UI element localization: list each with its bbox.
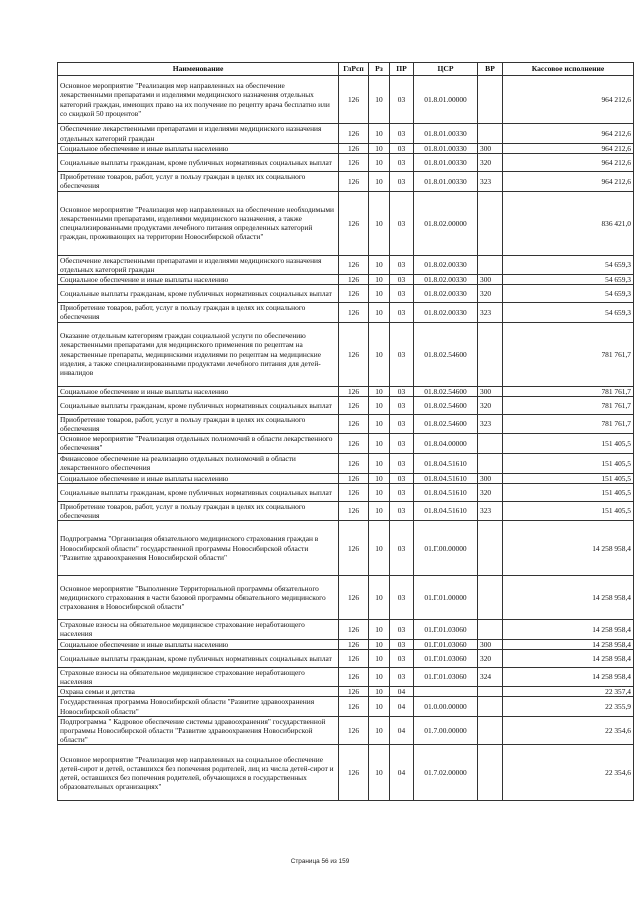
cell-vr: 320: [478, 483, 503, 501]
cell-amount: 54 659,3: [503, 275, 634, 285]
cell-amount: 964 212,6: [503, 172, 634, 191]
cell-rz: 10: [369, 620, 390, 639]
cell-amount: 151 405,5: [503, 483, 634, 501]
cell-pr: 03: [390, 501, 414, 520]
cell-name: Основное мероприятие "Реализация мер направленных на социальное обеспечение детей-сирот и детей, оставшихся без попечения родителей, лиц из числа детей-сирот и детей, оставшихся без попечения родителей, обучающихся в государственных образовательных организациях": [58, 745, 339, 801]
table-row: [58, 303, 634, 322]
cell-csr: 01.8.02.54600: [414, 322, 478, 386]
cell-csr: 01.8.01.00330: [414, 154, 478, 172]
cell-pr: 04: [390, 697, 414, 716]
cell-pr: 03: [390, 473, 414, 483]
cell-name: Оказание отдельным категориям граждан социальной услуги по обеспечению лекарственными препаратами для медицинского применения по рецептам на лекарственные препараты, медицинскими изделиями по рецептам на медицинские изделия, а также специализированными продуктами лечебного питания для детей-инвалидов: [58, 322, 339, 386]
cell-vr: [478, 255, 503, 274]
cell-rz: 10: [369, 144, 390, 154]
cell-rz: 10: [369, 255, 390, 274]
cell-name: Социальное обеспечение и иные выплаты населению: [58, 386, 339, 396]
cell-name: Социальное обеспечение и иные выплаты населению: [58, 639, 339, 649]
cell-amount: 14 258 958,4: [503, 576, 634, 620]
cell-rz: 10: [369, 667, 390, 686]
cell-csr: [414, 687, 478, 697]
header-vr: ВР: [478, 63, 503, 76]
cell-csr: 01.8.01.00330: [414, 172, 478, 191]
cell-pr: 03: [390, 255, 414, 274]
cell-pr: 03: [390, 434, 414, 453]
cell-rz: 10: [369, 275, 390, 285]
cell-pr: 03: [390, 386, 414, 396]
cell-vr: 323: [478, 414, 503, 433]
cell-glrsp: 126: [339, 303, 369, 322]
cell-csr: 01.8.02.00330: [414, 275, 478, 285]
cell-glrsp: 126: [339, 745, 369, 801]
table-row: [58, 154, 634, 172]
cell-rz: 10: [369, 649, 390, 667]
cell-vr: 300: [478, 144, 503, 154]
cell-pr: 04: [390, 716, 414, 745]
table-row: [58, 639, 634, 649]
cell-amount: 14 258 958,4: [503, 649, 634, 667]
table-row: [58, 483, 634, 501]
cell-vr: [478, 191, 503, 255]
cell-amount: 54 659,3: [503, 285, 634, 303]
header-amount: Кассовое исполнение: [503, 63, 634, 76]
table-row: [58, 620, 634, 639]
cell-rz: 10: [369, 124, 390, 144]
cell-csr: 01.Г.01.03060: [414, 667, 478, 686]
cell-pr: 03: [390, 76, 414, 124]
cell-glrsp: 126: [339, 473, 369, 483]
cell-rz: 10: [369, 697, 390, 716]
table-row: [58, 697, 634, 716]
cell-glrsp: 126: [339, 639, 369, 649]
cell-csr: 01.8.02.54600: [414, 396, 478, 414]
cell-csr: 01.8.04.51610: [414, 473, 478, 483]
cell-rz: 10: [369, 322, 390, 386]
cell-name: Приобретение товаров, работ, услуг в пользу граждан в целях их социального обеспечения: [58, 172, 339, 191]
cell-pr: 03: [390, 667, 414, 686]
cell-glrsp: 126: [339, 620, 369, 639]
cell-rz: 10: [369, 745, 390, 801]
cell-vr: [478, 687, 503, 697]
cell-vr: [478, 576, 503, 620]
cell-amount: 781 761,7: [503, 386, 634, 396]
cell-name: Страховые взносы на обязательное медицинское страхование неработающего населения: [58, 667, 339, 686]
header-rz: Рз: [369, 63, 390, 76]
header-name: Наименование: [58, 63, 339, 76]
cell-vr: 300: [478, 275, 503, 285]
cell-csr: 01.Г.01.00000: [414, 576, 478, 620]
cell-name: Обеспечение лекарственными препаратами и изделиями медицинского назначения отдельных категорий граждан: [58, 255, 339, 274]
cell-amount: 22 354,6: [503, 716, 634, 745]
cell-name: Основное мероприятие "Выполнение Территориальной программы обязательного медицинского страхования в части базовой программы обязательного медицинского страхования в Новосибирской области": [58, 576, 339, 620]
cell-glrsp: 126: [339, 697, 369, 716]
cell-pr: 03: [390, 275, 414, 285]
table-row: [58, 649, 634, 667]
cell-pr: 04: [390, 687, 414, 697]
cell-rz: 10: [369, 576, 390, 620]
table-row: [58, 667, 634, 686]
cell-amount: 964 212,6: [503, 124, 634, 144]
cell-rz: 10: [369, 521, 390, 576]
cell-vr: [478, 322, 503, 386]
budget-table-sheet: [57, 62, 633, 801]
cell-amount: 14 258 958,4: [503, 521, 634, 576]
cell-pr: 03: [390, 144, 414, 154]
cell-amount: 22 354,6: [503, 745, 634, 801]
cell-pr: 03: [390, 483, 414, 501]
cell-glrsp: 126: [339, 434, 369, 453]
cell-name: Основное мероприятие "Реализация отдельных полномочий в области лекарственного обеспечения": [58, 434, 339, 453]
cell-amount: 964 212,6: [503, 154, 634, 172]
cell-csr: 01.Г.01.03060: [414, 649, 478, 667]
cell-pr: 03: [390, 285, 414, 303]
cell-name: Социальные выплаты гражданам, кроме публичных нормативных социальных выплат: [58, 483, 339, 501]
cell-pr: 03: [390, 649, 414, 667]
cell-name: Социальное обеспечение и иные выплаты населению: [58, 275, 339, 285]
table-row: [58, 144, 634, 154]
cell-rz: 10: [369, 396, 390, 414]
cell-rz: 10: [369, 453, 390, 473]
cell-name: Основное мероприятие "Реализация мер направленных на обеспечение лекарственными препаратами и изделиями медицинского назначения отдельных категорий граждан, имеющих право на их получение по рецепту врача бесплатно или со скидкой 50 процентов": [58, 76, 339, 124]
cell-csr: 01.8.04.00000: [414, 434, 478, 453]
cell-csr: 01.Г.00.00000: [414, 521, 478, 576]
table-row: [58, 687, 634, 697]
cell-csr: 01.8.01.00330: [414, 144, 478, 154]
header-glrsp: ГлРсп: [339, 63, 369, 76]
cell-name: Охрана семьи и детства: [58, 687, 339, 697]
cell-name: Подпрограмма " Кадровое обеспечение системы здравоохранения" государственной программы Новосибирской области "Развитие здравоохранения Новосибирской области": [58, 716, 339, 745]
cell-glrsp: 126: [339, 396, 369, 414]
cell-glrsp: 126: [339, 414, 369, 433]
table-header-row: [58, 63, 634, 76]
cell-rz: 10: [369, 639, 390, 649]
header-pr: ПР: [390, 63, 414, 76]
cell-rz: 10: [369, 386, 390, 396]
cell-rz: 10: [369, 473, 390, 483]
cell-pr: 03: [390, 322, 414, 386]
cell-csr: 01.Г.01.03060: [414, 639, 478, 649]
cell-csr: 01.8.02.00330: [414, 255, 478, 274]
table-row: [58, 716, 634, 745]
cell-vr: [478, 620, 503, 639]
table-row: [58, 76, 634, 124]
cell-name: Основное мероприятие "Реализация мер направленных на обеспечение необходимыми лекарственными препаратами, изделиями медицинского назначения, а также специализированными продуктами лечебного питания определенных категорий граждан, проживающих на территории Новосибирской области": [58, 191, 339, 255]
table-body: [58, 76, 634, 801]
cell-rz: 10: [369, 76, 390, 124]
table-row: [58, 255, 634, 274]
cell-glrsp: 126: [339, 154, 369, 172]
cell-vr: 323: [478, 172, 503, 191]
page-number: Страница 56 из 159: [290, 858, 350, 865]
cell-vr: [478, 76, 503, 124]
cell-csr: 01.8.02.00000: [414, 191, 478, 255]
cell-glrsp: 126: [339, 322, 369, 386]
cell-vr: [478, 124, 503, 144]
cell-pr: 03: [390, 124, 414, 144]
cell-amount: 781 761,7: [503, 322, 634, 386]
cell-vr: 300: [478, 386, 503, 396]
cell-amount: 14 258 958,4: [503, 667, 634, 686]
cell-csr: 01.7.02.00000: [414, 745, 478, 801]
cell-glrsp: 126: [339, 483, 369, 501]
cell-vr: 320: [478, 649, 503, 667]
table-row: [58, 124, 634, 144]
cell-rz: 10: [369, 414, 390, 433]
cell-csr: 01.8.02.54600: [414, 414, 478, 433]
cell-name: Приобретение товаров, работ, услуг в пользу граждан в целях их социального обеспечения: [58, 303, 339, 322]
cell-glrsp: 126: [339, 76, 369, 124]
cell-name: Приобретение товаров, работ, услуг в пользу граждан в целях их социального обеспечения: [58, 501, 339, 520]
cell-glrsp: 126: [339, 255, 369, 274]
cell-name: Государственная программа Новосибирской области "Развитие здравоохранения Новосибирской области": [58, 697, 339, 716]
cell-glrsp: 126: [339, 285, 369, 303]
cell-amount: 836 421,0: [503, 191, 634, 255]
cell-glrsp: 126: [339, 172, 369, 191]
cell-name: Обеспечение лекарственными препаратами и изделиями медицинского назначения отдельных категорий граждан: [58, 124, 339, 144]
cell-vr: 320: [478, 154, 503, 172]
cell-glrsp: 126: [339, 521, 369, 576]
cell-glrsp: 126: [339, 453, 369, 473]
cell-csr: 01.8.02.00330: [414, 285, 478, 303]
cell-name: Социальное обеспечение и иные выплаты населению: [58, 473, 339, 483]
cell-name: Социальное обеспечение и иные выплаты населению: [58, 144, 339, 154]
cell-amount: 22 355,9: [503, 697, 634, 716]
cell-amount: 964 212,6: [503, 76, 634, 124]
cell-amount: 151 405,5: [503, 473, 634, 483]
cell-pr: 03: [390, 191, 414, 255]
cell-vr: [478, 697, 503, 716]
table-row: [58, 275, 634, 285]
cell-amount: 151 405,5: [503, 434, 634, 453]
cell-pr: 04: [390, 745, 414, 801]
cell-pr: 03: [390, 521, 414, 576]
cell-amount: 54 659,3: [503, 303, 634, 322]
cell-rz: 10: [369, 172, 390, 191]
cell-glrsp: 126: [339, 501, 369, 520]
table-row: [58, 434, 634, 453]
cell-amount: 14 258 958,4: [503, 620, 634, 639]
cell-glrsp: 126: [339, 649, 369, 667]
cell-pr: 03: [390, 453, 414, 473]
cell-pr: 03: [390, 154, 414, 172]
cell-name: Социальные выплаты гражданам, кроме публичных нормативных социальных выплат: [58, 649, 339, 667]
cell-glrsp: 126: [339, 275, 369, 285]
cell-glrsp: 126: [339, 576, 369, 620]
cell-csr: 01.8.01.00330: [414, 124, 478, 144]
cell-vr: 324: [478, 667, 503, 686]
cell-name: Социальные выплаты гражданам, кроме публичных нормативных социальных выплат: [58, 396, 339, 414]
cell-csr: 01.8.02.00330: [414, 303, 478, 322]
cell-vr: 320: [478, 285, 503, 303]
cell-amount: 781 761,7: [503, 396, 634, 414]
cell-name: Приобретение товаров, работ, услуг в пользу граждан в целях их социального обеспечения: [58, 414, 339, 433]
cell-vr: 323: [478, 501, 503, 520]
cell-csr: 01.8.04.51610: [414, 453, 478, 473]
table-row: [58, 453, 634, 473]
cell-amount: 54 659,3: [503, 255, 634, 274]
cell-rz: 10: [369, 154, 390, 172]
cell-vr: [478, 716, 503, 745]
table-row: [58, 172, 634, 191]
cell-csr: 01.0.00.00000: [414, 697, 478, 716]
cell-csr: 01.7.00.00000: [414, 716, 478, 745]
cell-glrsp: 126: [339, 124, 369, 144]
cell-pr: 03: [390, 576, 414, 620]
table-row: [58, 501, 634, 520]
table-row: [58, 322, 634, 386]
table-row: [58, 191, 634, 255]
cell-amount: 964 212,6: [503, 144, 634, 154]
cell-csr: 01.8.04.51610: [414, 483, 478, 501]
cell-pr: 03: [390, 172, 414, 191]
cell-rz: 10: [369, 687, 390, 697]
cell-vr: [478, 434, 503, 453]
budget-execution-table: [57, 62, 634, 801]
cell-glrsp: 126: [339, 716, 369, 745]
cell-rz: 10: [369, 716, 390, 745]
cell-rz: 10: [369, 434, 390, 453]
cell-vr: [478, 521, 503, 576]
cell-csr: 01.8.04.51610: [414, 501, 478, 520]
cell-glrsp: 126: [339, 191, 369, 255]
cell-csr: 01.8.01.00000: [414, 76, 478, 124]
cell-amount: 22 357,4: [503, 687, 634, 697]
table-row: [58, 285, 634, 303]
cell-pr: 03: [390, 620, 414, 639]
cell-vr: 300: [478, 639, 503, 649]
cell-pr: 03: [390, 396, 414, 414]
cell-name: Страховые взносы на обязательное медицинское страхование неработающего населения: [58, 620, 339, 639]
cell-glrsp: 126: [339, 687, 369, 697]
cell-pr: 03: [390, 414, 414, 433]
cell-amount: 781 761,7: [503, 414, 634, 433]
cell-name: Социальные выплаты гражданам, кроме публичных нормативных социальных выплат: [58, 285, 339, 303]
cell-rz: 10: [369, 483, 390, 501]
cell-rz: 10: [369, 285, 390, 303]
table-row: [58, 745, 634, 801]
cell-name: Подпрограмма "Организация обязательного медицинского страхования граждан в Новосибирской области" государственной программы Новосибирской области "Развитие здравоохранения Новосибирской области": [58, 521, 339, 576]
cell-rz: 10: [369, 501, 390, 520]
cell-vr: [478, 745, 503, 801]
table-row: [58, 396, 634, 414]
header-csr: ЦСР: [414, 63, 478, 76]
cell-pr: 03: [390, 639, 414, 649]
cell-vr: 320: [478, 396, 503, 414]
cell-glrsp: 126: [339, 667, 369, 686]
table-row: [58, 414, 634, 433]
cell-csr: 01.8.02.54600: [414, 386, 478, 396]
cell-glrsp: 126: [339, 386, 369, 396]
table-row: [58, 386, 634, 396]
cell-vr: 323: [478, 303, 503, 322]
table-row: [58, 473, 634, 483]
cell-rz: 10: [369, 191, 390, 255]
cell-amount: 151 405,5: [503, 501, 634, 520]
cell-csr: 01.Г.01.03060: [414, 620, 478, 639]
cell-amount: 151 405,5: [503, 453, 634, 473]
cell-rz: 10: [369, 303, 390, 322]
table-row: [58, 576, 634, 620]
cell-pr: 03: [390, 303, 414, 322]
cell-name: Финансовое обеспечение на реализацию отдельных полномочий в области лекарственного обеспечения: [58, 453, 339, 473]
cell-vr: 300: [478, 473, 503, 483]
table-row: [58, 521, 634, 576]
cell-vr: [478, 453, 503, 473]
cell-glrsp: 126: [339, 144, 369, 154]
cell-name: Социальные выплаты гражданам, кроме публичных нормативных социальных выплат: [58, 154, 339, 172]
cell-amount: 14 258 958,4: [503, 639, 634, 649]
